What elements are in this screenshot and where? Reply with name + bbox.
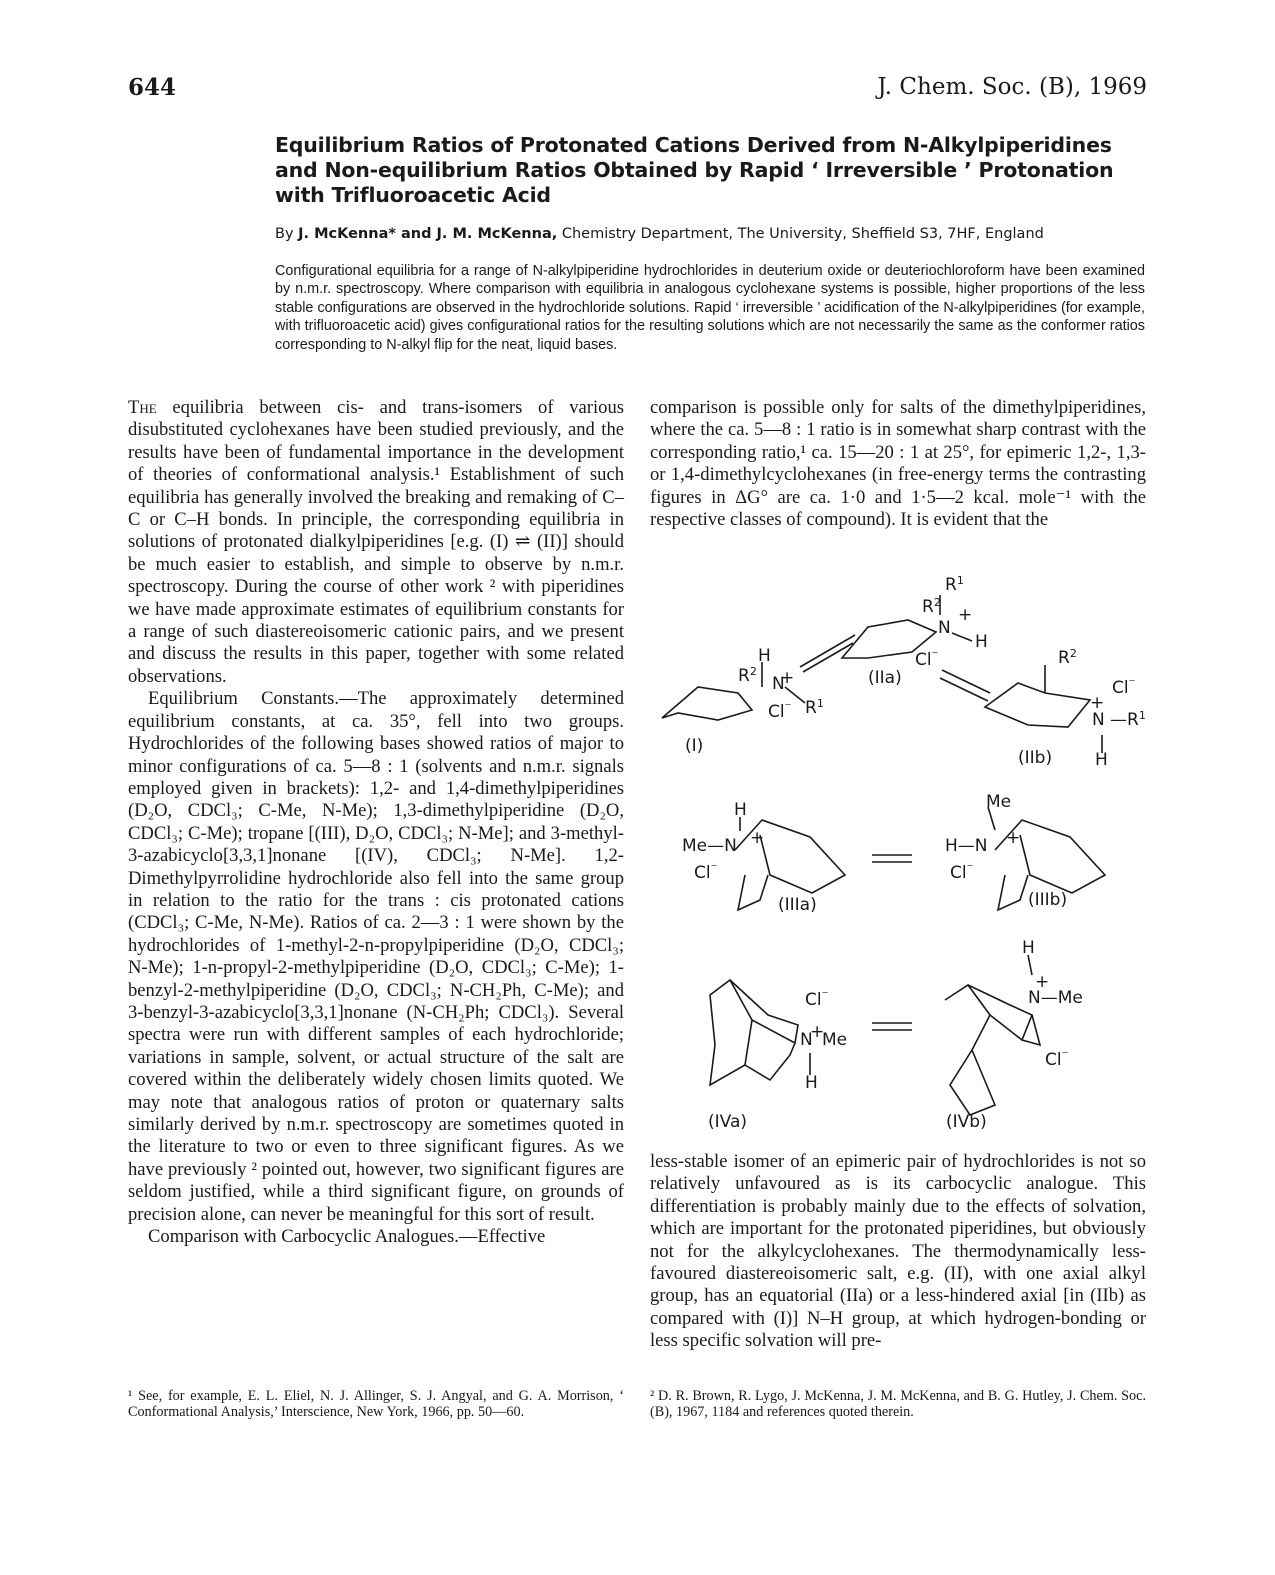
article-title: Equilibrium Ratios of Protonated Cations Derived from N-Alkylpiperidines and Non-equilibrium Ratios Obtained by Rapid ‘ Irreversible ’ Protonation with Trifluoroacetic Acid: [275, 133, 1114, 207]
ring-IVb-2: [968, 985, 1032, 1040]
affiliation: Chemistry Department, The University, Sheffield S3, 7HF, England: [561, 226, 1044, 242]
H-I: H: [758, 646, 771, 666]
H-IVa: H: [805, 1073, 818, 1093]
plus-IVa: +: [810, 1022, 825, 1042]
R2-I: $R^2$: [738, 665, 757, 686]
Cl-IIa: Cl⁻: [915, 648, 939, 670]
bond-IVb-NH: [1028, 955, 1032, 975]
footnote-1: ¹ See, for example, E. L. Eliel, N. J. Allinger, S. J. Angyal, and G. A. Morrison, ‘ Conformational Analysis,’ Interscience, New York, 1966, pp. 50—60.: [128, 1388, 624, 1420]
plus-IIIa: +: [750, 828, 765, 848]
label-IIIa: (IIIa): [778, 895, 817, 915]
arrow-IIa-IIb-2: [940, 678, 988, 701]
intro-text: equilibria between cis- and trans-isomers of various disubstituted cyclohexanes have been studied previously, and the results have been of fundamental importance in the development of theories of conformational analysis.¹ Establishment of such equilibria has generally involved the breaking and remaking of C–C or C–H bonds. In principle, the corresponding equilibria in solutions of protonated dialkylpiperidines [e.g. (I) ⇌ (II)] should be much easier to establish, and simple to observe by n.m.r. spectroscopy. During the course of other work ² with piperidines we have made approximate estimates of equilibrium constants for a range of such diastereoisomeric cationic pairs, and we present and discuss the results in this paper, together with some related observations.: [128, 397, 624, 687]
label-IIb: (IIb): [1018, 748, 1053, 768]
author-line: [275, 226, 1155, 242]
ring-IVb-1: [945, 985, 995, 1115]
R1-IIa: $R^1$: [945, 575, 964, 595]
Cl-IVa: Cl⁻: [805, 988, 829, 1010]
arrow-I-IIa: [800, 635, 855, 667]
label-IIIb: (IIIb): [1028, 890, 1068, 910]
right-column-top: comparison is possible only for salts of the dimethylpiperidines, where the ca. 5—8 : 1 ratio is in somewhat sharp contrast with the corresponding ratio,¹ ca. 15—20 : 1 at 25°, for epimeric 1,2-, 1,3- or 1,4-dimethylcyclohexanes (in free-energy terms the contrasting figures in ΔG° are ca. 1·0 and 1·5—2 kcal. mole⁻¹ with the respective classes of compound). It is evident that the: [650, 397, 1146, 531]
plus-I: +: [780, 668, 795, 688]
H-IIb: H: [1095, 750, 1108, 770]
Cl-IIb: Cl⁻: [1112, 676, 1136, 698]
N-IIb: N: [1092, 710, 1105, 730]
label-I: (I): [685, 736, 704, 756]
bridge-IIIb: [998, 875, 1028, 910]
bridge-IIIa: [738, 875, 768, 910]
abstract: Configurational equilibria for a range of N-alkylpiperidine hydrochlorides in deuterium oxide or deuteriochloroform have been examined by n.m.r. spectroscopy. Where comparison with equilibria in analogous cyclohexane systems is possible, higher proportions of the less stable configurations are observed in the hydrochloride solutions. Rapid ‘ irreversible ’ acidification of the N-alkylpiperidines (for example, with trifluoroacetic acid) gives configurational ratios for the resulting solutions which are not necessarily the same as the conformer ratios corresponding to N-alkyl flip for the neat, liquid bases.: [275, 263, 1145, 353]
H-IIa: H: [975, 632, 988, 652]
Me-IVa: Me: [822, 1030, 848, 1050]
Cl-IIIa: Cl⁻: [694, 861, 718, 883]
arrow-IIa-IIb: [942, 670, 990, 693]
N-I: N: [772, 674, 785, 694]
H-IVb: H: [1022, 938, 1035, 958]
right-column-bottom: less-stable isomer of an epimeric pair of hydrochlorides is not so relatively unfavoured as is its carbocyclic analogue. This differentiation is probably mainly due to the effects of solvation, which are important for the protonated piperidines, but obviously not for the alkylcyclohexanes. The thermodynamically less-favoured diastereoisomeric salt, e.g. (II), with one axial alkyl group, has an equatorial (IIa) or a less-hindered axial [in (IIb) as compared with (I)] N–H group, at which hydrogen-bonding or less specific solvation will pre-: [650, 1151, 1146, 1352]
comparison-heading-paragraph: Comparison with Carbocyclic Analogues.—Effective: [148, 1226, 546, 1248]
left-column: [128, 397, 624, 1248]
by-word: By: [275, 226, 294, 242]
R1-I: $R^1$: [805, 697, 824, 718]
plus-IIIb: +: [1006, 828, 1021, 848]
page-number: 644: [128, 74, 177, 101]
plus-IIa: +: [958, 605, 973, 625]
R2-IIb: $R^2$: [1058, 647, 1077, 668]
NMe-IVb: N—Me: [1028, 988, 1083, 1008]
Cl-I: Cl⁻: [768, 700, 792, 722]
H-IIIa: H: [734, 800, 747, 820]
ring-IIb: [985, 683, 1090, 727]
R2-IIa: $R^2$: [922, 596, 941, 617]
label-IVa: (IVa): [708, 1112, 748, 1132]
HN-IIIb: H—N: [945, 836, 988, 856]
plus-IIb: +: [1090, 693, 1105, 713]
ring-IVa-1: [710, 980, 752, 1085]
author-names: J. McKenna* and J. M. McKenna,: [298, 226, 558, 242]
intro-paragraph: [128, 397, 624, 688]
ring-IVa-3: [745, 1043, 795, 1080]
Cl-IIIb: Cl⁻: [950, 861, 974, 883]
scheme-labels: [682, 575, 1146, 1132]
N-IIa: N: [938, 618, 951, 638]
footnote-2: ² D. R. Brown, R. Lygo, J. McKenna, J. M. McKenna, and B. G. Hutley, J. Chem. Soc. (B), 1967, 1184 and references quoted therein.: [650, 1388, 1146, 1420]
label-IIa: (IIa): [868, 668, 902, 688]
Me-IIIb: Me: [986, 792, 1012, 812]
equilibrium-constants-paragraph: Equilibrium Constants.—The approximately determined equilibrium constants, at ca. 35°, fell into two groups. Hydrochlorides of the following bases showed ratios of major to minor configurations of ca. 5—8 : 1 (solvents and n.m.r. signals employed given in brackets): 1,2- and 1,4-dimethylpiperidines (D₂O, CDCl₃; C-Me, N-Me); 1,3-dimethylpiperidine (D₂O, CDCl₃; C-Me); tropane [(III), D₂O, CDCl₃; N-Me]; and 3-methyl-3-azabicyclo[3,3,1]nonane [(IV), CDCl₃; N-Me]. 1,2-Dimethylpyrrolidine hydrochloride also fell into the same group in relation to the ratio for the trans : cis protonated cations (CDCl₃; C-Me, N-Me). Ratios of ca. 2—3 : 1 were shown by the hydrochlorides of 1-methyl-2-n-propylpiperidine (D₂O, CDCl₃; N-Me); 1-n-propyl-2-methylpiperidine (D₂O, CDCl₃; C-Me); 1-benzyl-2-methylpiperidine (D₂O, CDCl₃; N-CH₂Ph, C-Me); and 3-benzyl-3-azabicyclo[3,3,1]nonane (N-CH₂Ph; CDCl₃). Several spectra were run with different samples of each hydrochloride; variations in sample, solvent, or actual structure of the salt are covered within the deliberately widely chosen limits quoted. We may note that analogous ratios of proton or quaternary salts similarly derived by n.m.r. spectroscopy are sometimes quoted in the literature to two or even to three significant figures. As we have previously ² pointed out, however, two significant figures are seldom justified, while a third significant figure, on grounds of precision alone, can never be meaningful for this sort of result.: [128, 688, 624, 1225]
journal-header: J. Chem. Soc. (B), 1969: [877, 74, 1147, 100]
bond-IIa-NH: [952, 633, 972, 641]
reaction-scheme: [650, 575, 1150, 1135]
MeN-IIIa: Me—N: [682, 836, 737, 856]
N-IVa: N: [800, 1030, 813, 1050]
drop-word: The: [128, 397, 157, 418]
label-IVb: (IVb): [946, 1112, 987, 1132]
R1-IIb: $—R^1$: [1110, 709, 1146, 730]
ring-IVa-2: [730, 980, 798, 1043]
plus-IVb: +: [1035, 972, 1050, 992]
ring-I: [662, 687, 752, 720]
Cl-IVb: Cl⁻: [1045, 1048, 1069, 1070]
